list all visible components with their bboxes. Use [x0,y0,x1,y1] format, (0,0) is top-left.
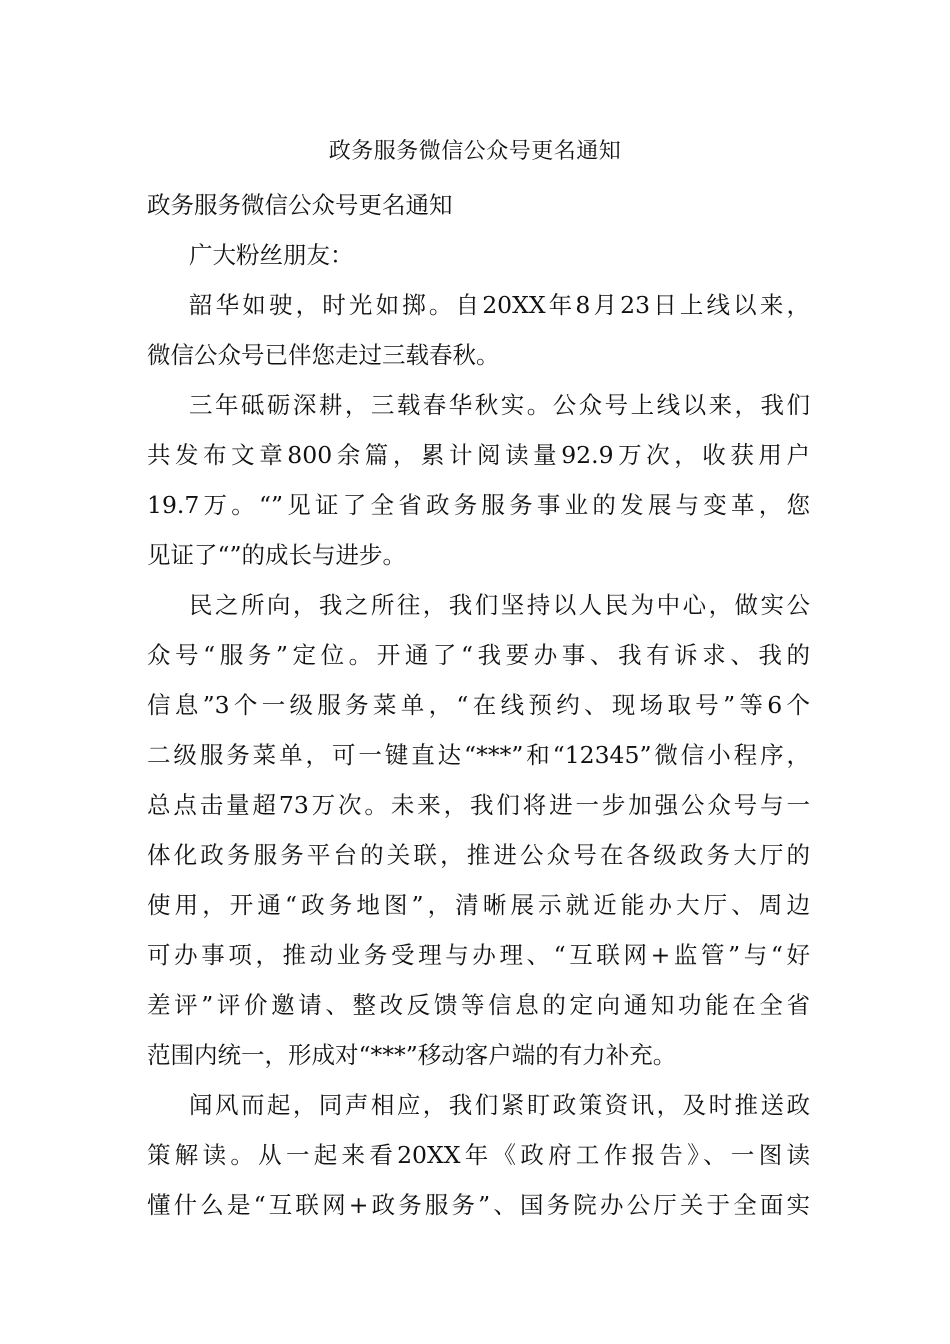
body-text-line: 民之所向，我之所往，我们坚持以人民为中心，做实公 [189,591,810,619]
body-text-line: 可办事项，推动业务受理与办理、“互联网+监管”与“好 [147,941,810,969]
body-text-line: 共发布文章800余篇，累计阅读量92.9万次，收获用户 [147,441,810,469]
body-text-line: 见证了“”的成长与进步。 [147,541,407,569]
body-text-line: 总点击量超73万次。未来，我们将进一步加强公众号与一 [147,791,810,819]
body-text-line: 差评”评价邀请、整改反馈等信息的定向通知功能在全省 [147,991,810,1019]
body-text-line: 二级服务菜单，可一键直达“***”和“12345”微信小程序， [147,741,810,769]
body-text-line: 策解读。从一起来看20XX年《政府工作报告》、一图读 [147,1141,810,1169]
body-text-line: 信息”3个一级服务菜单，“在线预约、现场取号”等6个 [147,691,810,719]
document-body [147,180,810,1230]
body-text-line: 闻风而起，同声相应，我们紧盯政策资讯，及时推送政 [189,1091,810,1119]
body-text-line: 19.7万。“”见证了全省政务服务事业的发展与变革，您 [147,491,810,519]
body-text-line: 韶华如驶，时光如掷。自20XX年8月23日上线以来， [189,291,810,319]
document-title: 政务服务微信公众号更名通知 [328,139,622,164]
body-text-line: 体化政务服务平台的关联，推进公众号在各级政务大厅的 [147,841,810,869]
body-text-line: 三年砥砺深耕，三载春华秋实。公众号上线以来，我们 [189,391,810,419]
body-text-line: 使用，开通“政务地图”，清晰展示就近能办大厅、周边 [147,891,810,919]
body-text-line: 广大粉丝朋友： [189,241,354,269]
body-text-line: 众号“服务”定位。开通了“我要办事、我有诉求、我的 [147,641,810,669]
body-text-line: 懂什么是“互联网+政务服务”、国务院办公厅关于全面实 [147,1191,810,1219]
body-text-line: 微信公众号已伴您走过三载春秋。 [147,341,500,369]
body-text-line: 政务服务微信公众号更名通知 [147,191,453,219]
body-text-line: 范围内统一，形成对“***”移动客户端的有力补充。 [147,1041,677,1069]
